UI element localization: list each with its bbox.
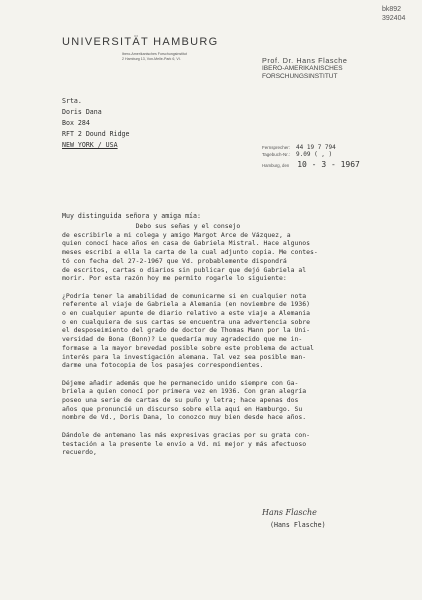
letterhead-sublines <box>122 52 202 62</box>
archive-margin-note <box>382 5 405 23</box>
letterhead-subline: Ibero-Amerikanisches Forschungsinstitut <box>122 52 187 56</box>
body-line: años que pronuncié un discurso sobre ella aquí en Hamburgo. Su <box>62 404 303 413</box>
body-line <box>62 422 392 431</box>
body-line: de escritos, cartas o diarios sin publicar que dejó Gabriela al <box>62 265 307 274</box>
salutation: Muy distinguida señora y amiga mía: <box>62 212 201 220</box>
phone-label: Fernsprecher: <box>262 145 291 150</box>
letterhead-subline: 2 Hamburg 13, Von-Melle-Park 6, VI. <box>122 57 181 61</box>
body-line: poseo una serie de cartas de su puño y letra; hace apenas dos <box>62 396 299 405</box>
body-line: briela a quien conocí por primera vez en 1936. Con gran alegría <box>62 387 307 396</box>
body-line: testación a la presente le envío a Vd. mi mejor y más afectuoso <box>62 439 307 448</box>
body-line: recuerdo, <box>62 448 97 457</box>
typed-signature: (Hans Flasche) <box>270 521 326 529</box>
phone-value: 44 19 7 794 <box>296 144 336 151</box>
phone-row <box>262 144 336 151</box>
body-line: tó con fecha del 27-2-1967 que Vd. probablemente dispondrá <box>62 256 287 265</box>
date-value: 10 - 3 - 1967 <box>297 160 360 169</box>
body-line: nombre de Vd., Doris Dana, lo conozco muy bien desde hace años. <box>62 413 307 422</box>
journal-label: Tagebuch-Nr.: <box>262 152 291 157</box>
margin-note-line: bk892 <box>382 6 402 13</box>
sender-block <box>262 57 348 81</box>
address-city: NEW YORK / USA <box>62 141 118 149</box>
body-line <box>62 370 392 379</box>
journal-value: 9.09 ( , ) <box>296 151 333 158</box>
address-line: Box 284 <box>62 119 90 127</box>
body-line: darme una fotocopia de los pasajes correspondientes. <box>62 361 264 370</box>
sender-line: IBERO-AMERIKANISCHES <box>262 65 343 72</box>
body-line: Debo sus señas y el consejo <box>62 222 241 230</box>
letter-date <box>262 160 360 169</box>
address-line: RFT 2 Dound Ridge <box>62 130 130 138</box>
body-line: Déjeme añadir además que he permanecido unido siempre con Ga- <box>62 378 299 387</box>
address-line: Doris Dana <box>62 108 102 116</box>
recipient-address <box>62 96 130 151</box>
body-line: meses escribí a ella la carta de la cual adjunto copia. Me contes- <box>62 248 318 257</box>
body-line: Dándole de antemano las más expresivas gracias por su grata con- <box>62 430 311 439</box>
sender-name: Prof. Dr. Hans Flasche <box>262 56 348 65</box>
date-label: Hamburg, den <box>262 163 290 168</box>
body-line <box>62 283 392 292</box>
body-line: el desposeimiento del grado de doctor de Thomas Mann por la Uni- <box>62 326 311 335</box>
university-heading: UNIVERSITÄT HAMBURG <box>62 36 219 48</box>
body-line: de escribirle a mi colega y amigo Margot Arce de Vázquez, a <box>62 230 291 239</box>
body-line: formase a la mayor brevedad posible sobre este problema de actual <box>62 343 314 352</box>
reference-block <box>262 144 336 158</box>
body-line: o en cualquier apunte de diario relativo a este viaje a Alemania <box>62 309 311 318</box>
handwritten-signature: Hans Flasche <box>262 508 317 517</box>
sender-line: FORSCHUNGSINSTITUT <box>262 73 338 80</box>
body-line: ¿Podría tener la amabilidad de comunicarme si en cualquier nota <box>62 291 307 300</box>
journal-row <box>262 151 336 158</box>
body-line: referente al viaje de Gabriela a Alemania (en noviembre de 1936) <box>62 300 311 309</box>
margin-note-line: 392404 <box>382 15 406 22</box>
body-line: quien conocí hace años en casa de Gabriela Mistral. Hace algunos <box>62 239 311 248</box>
body-line: morir. Por esta razón hoy me permito rogarle lo siguiente: <box>62 274 287 283</box>
body-line: versidad de Bona (Bonn)? Le quedaría muy agradecido que me in- <box>62 335 303 344</box>
body-line: interés para la investigación alemana. Tal vez sea posible man- <box>62 352 307 361</box>
letter-body <box>62 222 392 457</box>
address-line: Srta. <box>62 97 82 105</box>
body-line: o en cualquiera de sus cartas se encuentra una advertencia sobre <box>62 317 311 326</box>
